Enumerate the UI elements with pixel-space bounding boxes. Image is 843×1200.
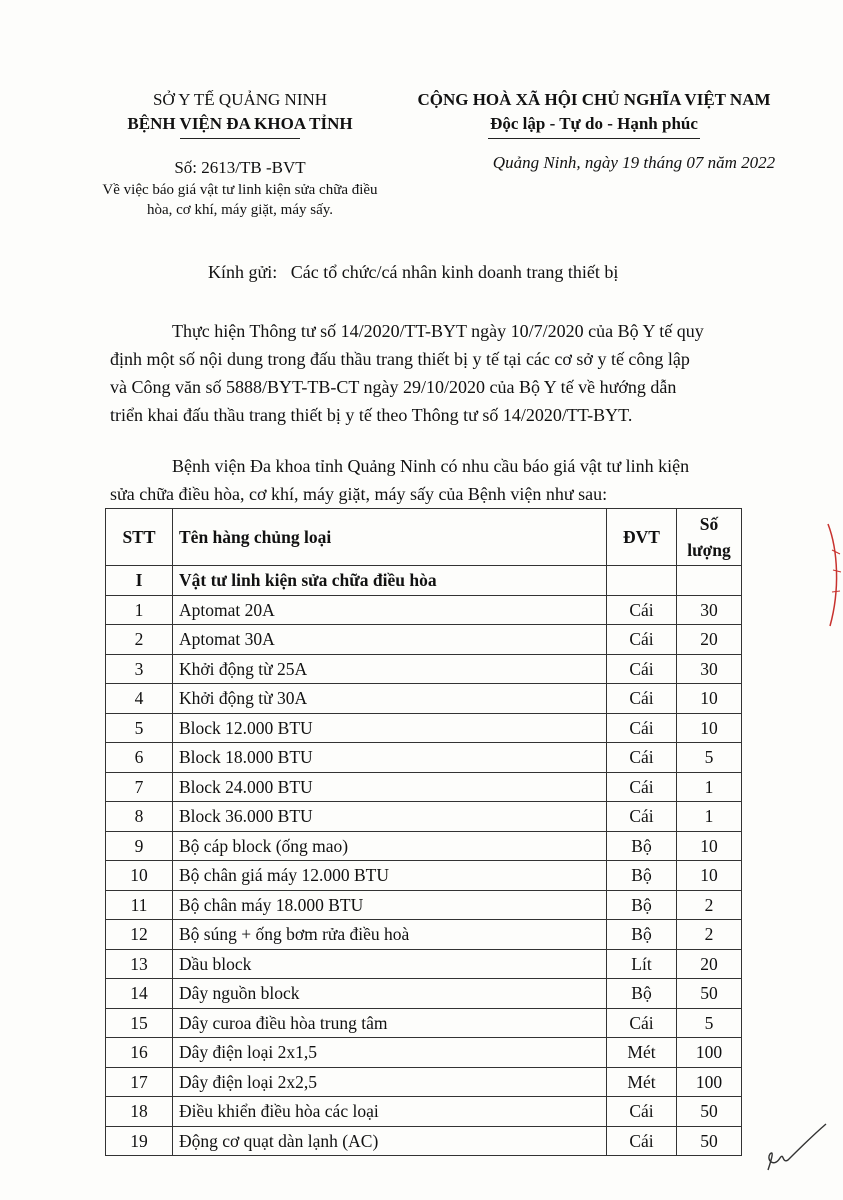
initials-scribble-icon <box>760 1118 830 1178</box>
header-right <box>398 88 790 175</box>
row-unit: Cái <box>607 654 677 684</box>
row-unit: Cái <box>607 743 677 773</box>
row-stt: 15 <box>106 1008 173 1038</box>
row-stt: 14 <box>106 979 173 1009</box>
row-unit: Cái <box>607 625 677 655</box>
row-item-name: Bộ súng + ống bơm rửa điều hoà <box>173 920 607 950</box>
row-quantity: 100 <box>677 1067 742 1097</box>
table-row <box>106 625 742 655</box>
row-quantity: 20 <box>677 625 742 655</box>
row-quantity: 2 <box>677 890 742 920</box>
row-stt: 3 <box>106 654 173 684</box>
row-item-name: Bộ chân giá máy 12.000 BTU <box>173 861 607 891</box>
paragraph1-line: Thực hiện Thông tư số 14/2020/TT-BYT ngày 10/7/2020 của Bộ Y tế quy <box>172 321 704 341</box>
items-table <box>105 508 742 1156</box>
table-row <box>106 772 742 802</box>
row-stt: 2 <box>106 625 173 655</box>
row-item-name: Khởi động từ 30A <box>173 684 607 714</box>
header-left <box>90 88 390 220</box>
table-row <box>106 949 742 979</box>
row-quantity: 50 <box>677 1126 742 1156</box>
row-quantity: 1 <box>677 772 742 802</box>
row-unit: Bộ <box>607 920 677 950</box>
paragraph-request <box>110 452 770 508</box>
header-quantity-line1: Số <box>699 514 719 534</box>
table-row <box>106 1038 742 1068</box>
row-unit: Bộ <box>607 831 677 861</box>
row-quantity: 20 <box>677 949 742 979</box>
table-row <box>106 713 742 743</box>
row-item-name: Dầu block <box>173 949 607 979</box>
table-row <box>106 1067 742 1097</box>
table-row <box>106 654 742 684</box>
paragraph2-line: sửa chữa điều hòa, cơ khí, máy giặt, máy sấy của Bệnh viện như sau: <box>110 484 608 504</box>
row-stt: 1 <box>106 595 173 625</box>
red-stamp-edge-icon <box>826 520 843 630</box>
row-item-name: Dây nguồn block <box>173 979 607 1009</box>
row-unit: Cái <box>607 772 677 802</box>
row-quantity: 10 <box>677 831 742 861</box>
table-row <box>106 1097 742 1127</box>
country-name: CỘNG HOÀ XÃ HỘI CHỦ NGHĨA VIỆT NAM <box>417 90 771 109</box>
header-quantity <box>677 509 742 566</box>
row-item-name: Block 18.000 BTU <box>173 743 607 773</box>
row-item-name: Điều khiển điều hòa các loại <box>173 1097 607 1127</box>
table-row <box>106 595 742 625</box>
row-item-name: Khởi động từ 25A <box>173 654 607 684</box>
row-item-name: Block 24.000 BTU <box>173 772 607 802</box>
row-item-name: Block 12.000 BTU <box>173 713 607 743</box>
document-number: Số: 2613/TB -BVT <box>174 158 306 177</box>
table-row <box>106 802 742 832</box>
row-quantity: 2 <box>677 920 742 950</box>
row-stt: 11 <box>106 890 173 920</box>
row-item-name: Bộ cáp block (ống mao) <box>173 831 607 861</box>
recipient-line: Kính gửi: Các tổ chức/cá nhân kinh doanh trang thiết bị <box>208 262 619 282</box>
row-unit: Bộ <box>607 861 677 891</box>
row-unit: Mét <box>607 1038 677 1068</box>
row-stt: 13 <box>106 949 173 979</box>
row-item-name: Dây điện loại 2x2,5 <box>173 1067 607 1097</box>
row-quantity: 10 <box>677 713 742 743</box>
section-qty-empty <box>677 566 742 596</box>
table-row <box>106 831 742 861</box>
header-name: Tên hàng chủng loại <box>173 509 607 566</box>
table-row <box>106 684 742 714</box>
row-stt: 12 <box>106 920 173 950</box>
paragraph1-line: định một số nội dung trong đấu thầu trang thiết bị y tế tại các cơ sở y tế công lập <box>110 349 690 369</box>
row-unit: Cái <box>607 713 677 743</box>
row-unit: Bộ <box>607 890 677 920</box>
paragraph1-line: và Công văn số 5888/BYT-TB-CT ngày 29/10/2020 của Bộ Y tế về hướng dẫn <box>110 377 677 397</box>
row-item-name: Động cơ quạt dàn lạnh (AC) <box>173 1126 607 1156</box>
header-stt: STT <box>106 509 173 566</box>
national-motto: Độc lập - Tự do - Hạnh phúc <box>490 114 698 133</box>
table-row <box>106 861 742 891</box>
row-quantity: 10 <box>677 861 742 891</box>
row-unit: Cái <box>607 1126 677 1156</box>
row-item-name: Dây curoa điều hòa trung tâm <box>173 1008 607 1038</box>
row-item-name: Bộ chân máy 18.000 BTU <box>173 890 607 920</box>
row-stt: 17 <box>106 1067 173 1097</box>
row-item-name: Aptomat 20A <box>173 595 607 625</box>
table-header-row <box>106 509 742 566</box>
row-stt: 4 <box>106 684 173 714</box>
header-quantity-line2: lượng <box>687 540 731 560</box>
table-row <box>106 1008 742 1038</box>
row-stt: 5 <box>106 713 173 743</box>
table-row <box>106 920 742 950</box>
row-unit: Cái <box>607 684 677 714</box>
hospital-name: BỆNH VIỆN ĐA KHOA TỈNH <box>127 114 353 133</box>
motto-underline <box>488 138 700 139</box>
table-row <box>106 1126 742 1156</box>
row-stt: 7 <box>106 772 173 802</box>
row-unit: Cái <box>607 1097 677 1127</box>
row-unit: Cái <box>607 1008 677 1038</box>
table-row <box>106 979 742 1009</box>
table-row <box>106 743 742 773</box>
row-stt: 19 <box>106 1126 173 1156</box>
row-item-name: Aptomat 30A <box>173 625 607 655</box>
paragraph2-line: Bệnh viện Đa khoa tỉnh Quảng Ninh có nhu cầu báo giá vật tư linh kiện <box>172 456 690 476</box>
row-quantity: 5 <box>677 1008 742 1038</box>
paragraph1-line: triển khai đấu thầu trang thiết bị y tế theo Thông tư số 14/2020/TT-BYT. <box>110 405 633 425</box>
hospital-underline <box>180 138 300 139</box>
row-quantity: 50 <box>677 979 742 1009</box>
row-unit: Cái <box>607 802 677 832</box>
row-quantity: 5 <box>677 743 742 773</box>
row-unit: Lít <box>607 949 677 979</box>
table-row <box>106 890 742 920</box>
row-unit: Bộ <box>607 979 677 1009</box>
section-number: I <box>106 566 173 596</box>
row-stt: 16 <box>106 1038 173 1068</box>
row-quantity: 30 <box>677 595 742 625</box>
row-stt: 9 <box>106 831 173 861</box>
row-stt: 6 <box>106 743 173 773</box>
row-quantity: 100 <box>677 1038 742 1068</box>
row-stt: 18 <box>106 1097 173 1127</box>
row-quantity: 10 <box>677 684 742 714</box>
section-unit-empty <box>607 566 677 596</box>
subject-line-2: hòa, cơ khí, máy giặt, máy sấy. <box>146 202 334 218</box>
header-unit: ĐVT <box>607 509 677 566</box>
row-item-name: Dây điện loại 2x1,5 <box>173 1038 607 1068</box>
row-stt: 8 <box>106 802 173 832</box>
subject-line-1: Về việc báo giá vật tư linh kiện sửa chữa điều <box>102 182 378 198</box>
row-quantity: 30 <box>677 654 742 684</box>
place-date: Quảng Ninh, ngày 19 tháng 07 năm 2022 <box>492 153 776 172</box>
row-quantity: 1 <box>677 802 742 832</box>
row-quantity: 50 <box>677 1097 742 1127</box>
row-stt: 10 <box>106 861 173 891</box>
row-unit: Mét <box>607 1067 677 1097</box>
paragraph-legal-basis <box>110 317 770 429</box>
section-row <box>106 566 742 596</box>
section-title: Vật tư linh kiện sửa chữa điều hòa <box>173 566 607 596</box>
row-unit: Cái <box>607 595 677 625</box>
row-item-name: Block 36.000 BTU <box>173 802 607 832</box>
department-name: SỞ Y TẾ QUẢNG NINH <box>152 90 328 109</box>
